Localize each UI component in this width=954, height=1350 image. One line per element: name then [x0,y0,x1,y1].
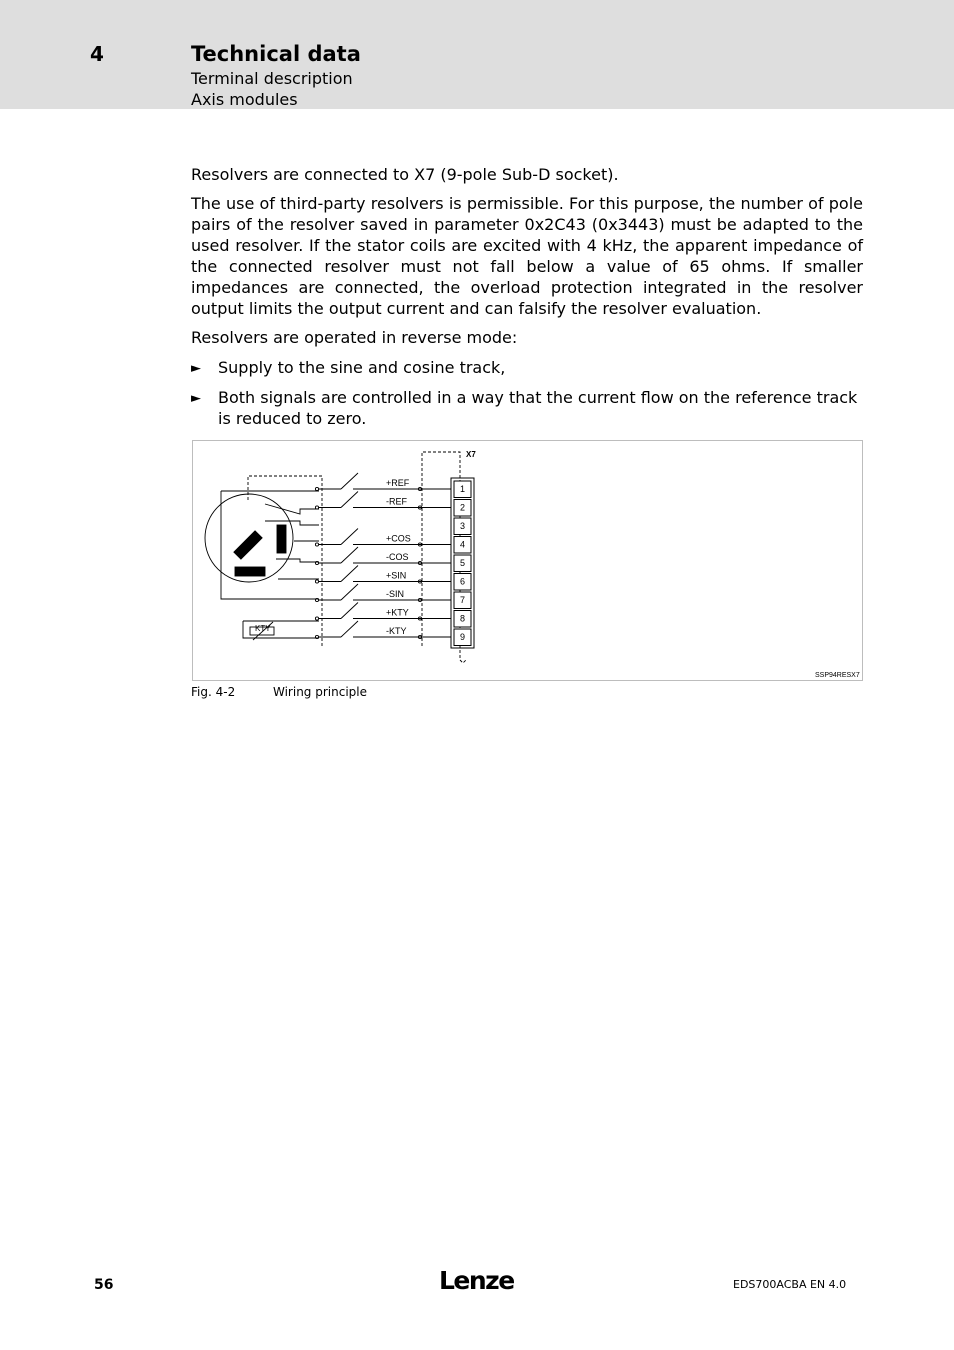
pin-number: 2 [460,502,466,513]
document-id: EDS700ACBA EN 4.0 [733,1278,847,1291]
plug-contact [315,487,318,490]
pin-number: 5 [460,558,466,568]
wiring-diagram-svg [193,441,864,682]
paragraph-3: Resolvers are operated in reverse mode: [191,328,518,347]
cos-stator-winding [277,525,286,553]
signal-label: +REF [386,478,410,488]
signal-wire [319,547,451,563]
signal-wire [319,603,451,619]
section-title: Terminal description [191,69,353,88]
signal-wire [319,584,451,600]
pin-number: 6 [460,576,466,587]
signal-label: -COS [386,552,409,562]
pin-number: 4 [460,539,466,550]
signal-wire [319,473,451,489]
figure-code: SSP94RESX7 [815,672,860,679]
cable-shield [248,476,322,646]
pin-number: 1 [460,484,466,494]
rotor-winding [234,531,262,559]
signal-label: +SIN [386,570,407,581]
paragraph-2: The use of third-party resolvers is permissible. For this purpose, the number of pole pairs of the resolver saved in parameter 0x2C43 (0x3443) must be adapted to the used resolver. If the stator coils are excited with 4 kHz, the apparent impedance of the connected resolver must not fall below a value of 65 ohms. If smaller impedances are connected, the overload protection integrated in the resolver output limits the output current and can falsify the resolver evaluation. [191,194,863,318]
plug-contact [315,580,318,583]
chapter-title: Technical data [191,42,361,66]
plug-contact [315,543,318,546]
pin-number: 3 [460,521,466,531]
logo-text: Lenze [439,1266,514,1295]
signal-label: -REF [386,496,407,507]
pin-number: 8 [460,613,466,624]
chapter-number: 4 [90,42,104,66]
bullet-text: Supply to the sine and cosine track, [218,358,506,377]
signal-wire [319,492,451,508]
paragraph-1: Resolvers are connected to X7 (9-pole Sub-D socket). [191,165,619,184]
sin-stator-winding [235,567,265,576]
kty-label: KTY [255,624,271,633]
bullet-arrow-icon: ► [191,361,201,376]
lenze-logo [437,1263,517,1297]
header-band [0,0,954,109]
figure-number: Fig. 4-2 [191,685,236,699]
bullet-text: Both signals are controlled in a way that the current flow on the reference track is reduced to zero. [218,388,858,428]
bullet-arrow-icon: ► [191,391,201,406]
pin-number: 7 [460,595,466,605]
signal-label: +COS [386,533,411,544]
signal-wire [319,529,451,545]
connector-label: X7 [466,450,476,459]
signal-label: -KTY [386,626,407,636]
signal-wire [319,621,451,637]
pin-number: 9 [460,632,466,642]
signal-label: +KTY [386,607,409,618]
wiring-diagram [192,440,863,681]
page-number: 56 [94,1277,114,1293]
plug-contact [315,617,318,620]
signal-wire [319,566,451,582]
signal-label: -SIN [386,589,404,599]
subsection-title: Axis modules [191,90,298,109]
figure-caption: Wiring principle [273,685,367,699]
